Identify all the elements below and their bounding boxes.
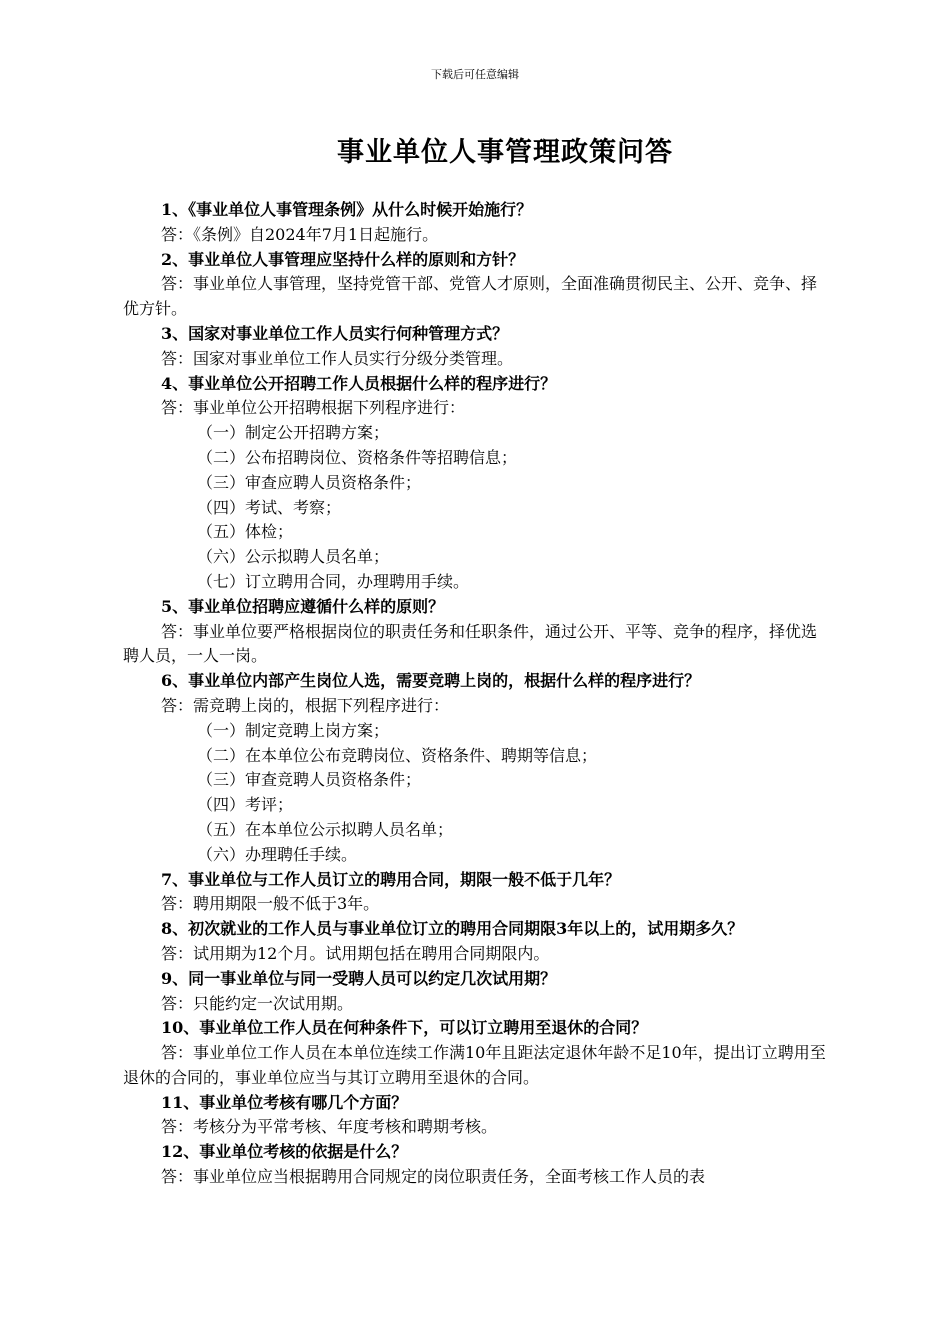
question: 1、《事业单位人事管理条例》从什么时候开始施行？: [161, 200, 533, 219]
question: 3、国家对事业单位工作人员实行何种管理方式？: [161, 323, 509, 343]
question: 7、事业单位与工作人员订立的聘用合同，期限一般不低于几年？: [161, 869, 621, 889]
question: 4、事业单位公开招聘工作人员根据什么样的程序进行？: [161, 373, 557, 393]
question: 12、事业单位考核的依据是什么？: [161, 1142, 408, 1162]
answer: 答：事业单位公开招聘根据下列程序进行：: [161, 398, 466, 418]
question: 5、事业单位招聘应遵循什么样的原则？: [161, 596, 445, 616]
list-item: （五）在本单位公示拟聘人员名单；: [197, 819, 454, 839]
list-item: （二）在本单位公布竞聘岗位、资格条件、聘期等信息；: [197, 745, 598, 765]
question: 8、初次就业的工作人员与事业单位订立的聘用合同期限3年以上的，试用期多久？: [161, 919, 744, 939]
list-item: （一）制定竞聘上岗方案；: [197, 720, 390, 740]
answer: 答：国家对事业单位工作人员实行分级分类管理。: [161, 348, 514, 368]
question: 10、事业单位工作人员在何种条件下，可以订立聘用至退休的合同？: [161, 1018, 648, 1038]
list-item: （二）公布招聘岗位、资格条件等招聘信息；: [197, 447, 518, 467]
answer: 答：事业单位应当根据聘用合同规定的岗位职责任务，全面考核工作人员的表: [161, 1167, 706, 1187]
list-item: （三）审查应聘人员资格条件；: [197, 472, 422, 492]
list-item: （七）订立聘用合同，办理聘用手续。: [197, 571, 470, 591]
list-item: （四）考试、考察；: [197, 497, 342, 517]
list-item: （六）办理聘任手续。: [197, 844, 358, 864]
question: 2、事业单位人事管理应坚持什么样的原则和方针？: [161, 249, 525, 269]
list-item: （六）公示拟聘人员名单；: [197, 547, 390, 567]
list-item: （四）考评；: [197, 795, 294, 815]
list-item: （三）审查竞聘人员资格条件；: [197, 770, 422, 790]
page-header: 下载后可任意编辑: [431, 68, 519, 81]
answer: 答：聘用期限一般不低于3年。: [161, 894, 380, 914]
question: 9、同一事业单位与同一受聘人员可以约定几次试用期？: [161, 968, 557, 988]
document-body: [123, 198, 831, 1190]
answer: 答：只能约定一次试用期。: [161, 993, 354, 1013]
list-item: （一）制定公开招聘方案；: [197, 423, 390, 443]
answer: 答：事业单位工作人员在本单位连续工作满10年且距法定退休年龄不足10年，提出订立聘用至退休的合同的，事业单位应当与其订立聘用至退休的合同。: [123, 1043, 826, 1087]
answer: 答：需竞聘上岗的，根据下列程序进行：: [161, 695, 450, 715]
answer: 答：《条例》自2024年7月1日起施行。: [161, 224, 439, 244]
answer: 答：考核分为平常考核、年度考核和聘期考核。: [161, 1117, 498, 1137]
list-item: （五）体检；: [197, 522, 294, 542]
question: 11、事业单位考核有哪几个方面？: [161, 1092, 408, 1112]
question: 6、事业单位内部产生岗位人选，需要竞聘上岗的，根据什么样的程序进行？: [161, 671, 701, 691]
answer: 答：事业单位人事管理，坚持党管干部、党管人才原则，全面准确贯彻民主、公开、竞争、择优方针。: [123, 274, 818, 319]
answer: 答：试用期为12个月。试用期包括在聘用合同期限内。: [161, 943, 550, 963]
document-title: 事业单位人事管理政策问答: [337, 137, 673, 168]
answer: 答：事业单位要严格根据岗位的职责任务和任职条件，通过公开、平等、竞争的程序，择优选聘人员，一人一岗。: [123, 621, 818, 666]
